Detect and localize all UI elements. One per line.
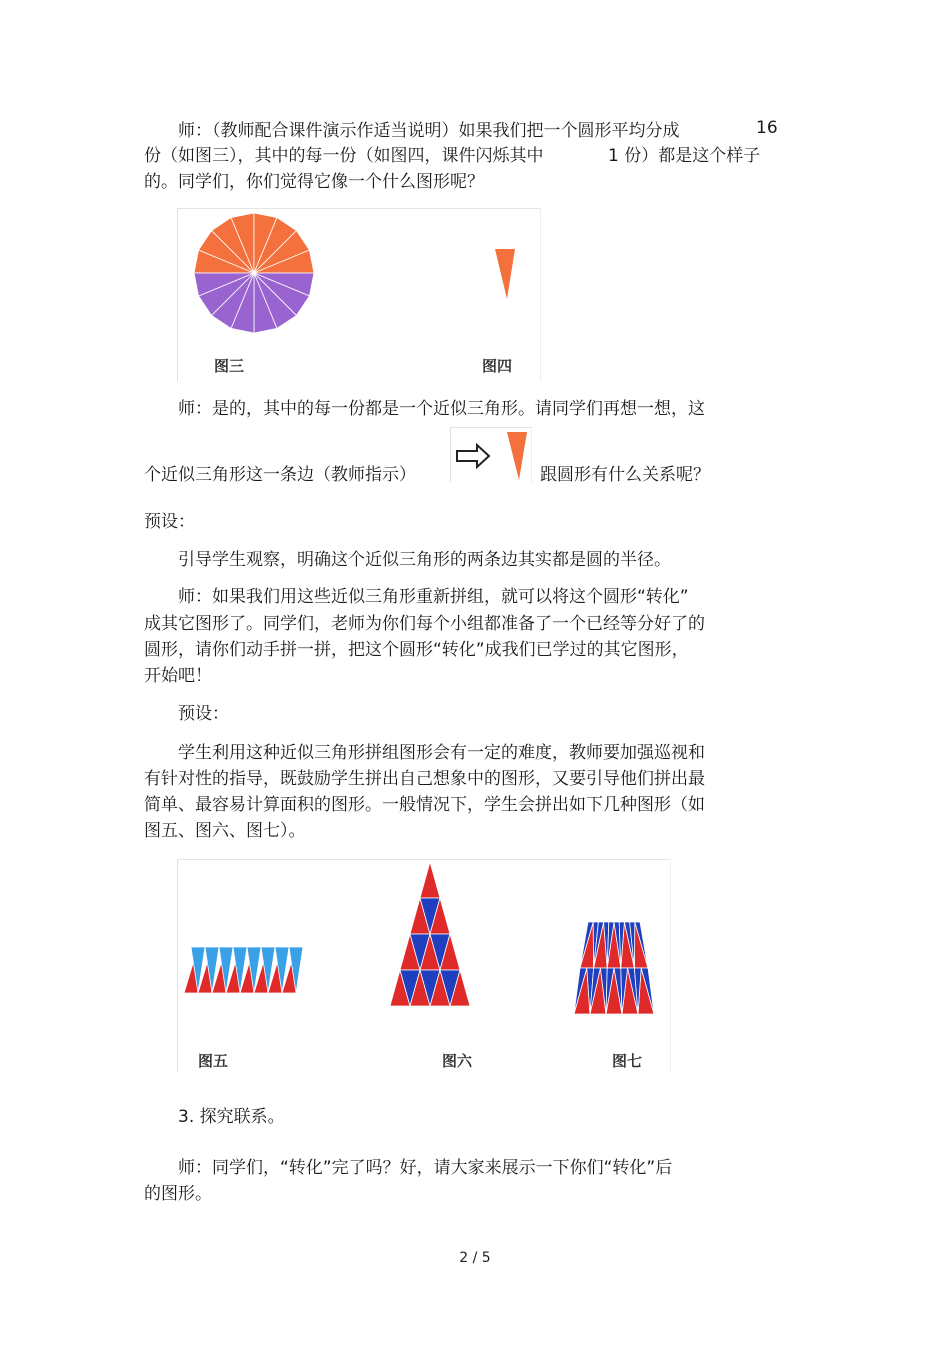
arrow-sector-svg bbox=[451, 428, 531, 482]
para3-line4: 开始吧！ bbox=[144, 666, 212, 686]
para3-line2: 成其它图形了。同学们，老师为你们每个小组都准备了一个已经等分好了的 bbox=[144, 614, 705, 634]
figure6-caption: 图六 bbox=[442, 1052, 473, 1070]
para4-line4: 图五、图六、图七）。 bbox=[144, 821, 306, 841]
para4-line1: 学生利用这种近似三角形拼组图形会有一定的难度，教师要加强巡视和 bbox=[178, 743, 705, 763]
figure-rearranged-shapes bbox=[177, 859, 671, 1072]
figure3-caption: 图三 bbox=[214, 357, 245, 375]
para2-line2b: 跟圆形有什么关系呢？ bbox=[540, 465, 710, 485]
para1-line1: 师：（教师配合课件演示作适当说明）如果我们把一个圆形平均分成 bbox=[178, 121, 680, 141]
preset-label-2: 预设： bbox=[178, 704, 229, 724]
para1-line3: 的。同学们，你们觉得它像一个什么图形呢？ bbox=[144, 172, 484, 192]
para3-line1: 师：如果我们用这些近似三角形重新拼组，就可以将这个圆形“转化” bbox=[178, 587, 689, 607]
figure7-caption: 图七 bbox=[612, 1052, 643, 1070]
figure-circle-divided bbox=[177, 208, 541, 381]
guide-text: 引导学生观察，明确这个近似三角形的两条边其实都是圆的半径。 bbox=[178, 550, 671, 570]
para2-line1: 师：是的，其中的每一份都是一个近似三角形。请同学们再想一想，这 bbox=[178, 399, 705, 419]
para4-line3: 简单、最容易计算面积的图形。一般情况下，学生会拼出如下几种图形（如 bbox=[144, 795, 705, 815]
trapezoid-shape bbox=[574, 922, 654, 1014]
triangle-shape bbox=[390, 862, 470, 1006]
sector-wedge-small bbox=[507, 432, 527, 480]
section3-heading: 3. 探究联系。 bbox=[178, 1107, 285, 1127]
single-sector-wedge bbox=[495, 249, 515, 299]
para3-line3: 圆形，请你们动手拼一拼，把这个圆形“转化”成我们已学过的其它图形， bbox=[144, 640, 689, 660]
para1-line2a: 份（如图三），其中的每一份（如图四，课件闪烁其中 bbox=[144, 146, 544, 166]
right-arrow-icon bbox=[457, 445, 489, 467]
preset-label-1: 预设： bbox=[144, 512, 195, 532]
figure5-caption: 图五 bbox=[198, 1052, 229, 1070]
red-triangle bbox=[420, 862, 440, 898]
page-number: 2 / 5 bbox=[459, 1250, 491, 1266]
circle-sectors bbox=[194, 213, 314, 333]
rearranged-shapes-svg bbox=[178, 860, 670, 1072]
para4-line2: 有针对性的指导，既鼓励学生拼出自己想象中的图形，又要引导他们拼出最 bbox=[144, 769, 705, 789]
parallelogram-shape bbox=[184, 947, 303, 993]
para5-line1: 师：同学们，“转化”完了吗？好，请大家来展示一下你们“转化”后 bbox=[178, 1158, 673, 1178]
para1-number: 16 bbox=[756, 118, 778, 138]
figure4-caption: 图四 bbox=[482, 357, 513, 375]
figure-arrow-sector bbox=[450, 427, 532, 482]
para1-line2b: 1 份）都是这个样子 bbox=[608, 146, 761, 166]
para2-line2a: 个近似三角形这一条边（教师指示） bbox=[144, 465, 416, 485]
para5-line2: 的图形。 bbox=[144, 1184, 212, 1204]
